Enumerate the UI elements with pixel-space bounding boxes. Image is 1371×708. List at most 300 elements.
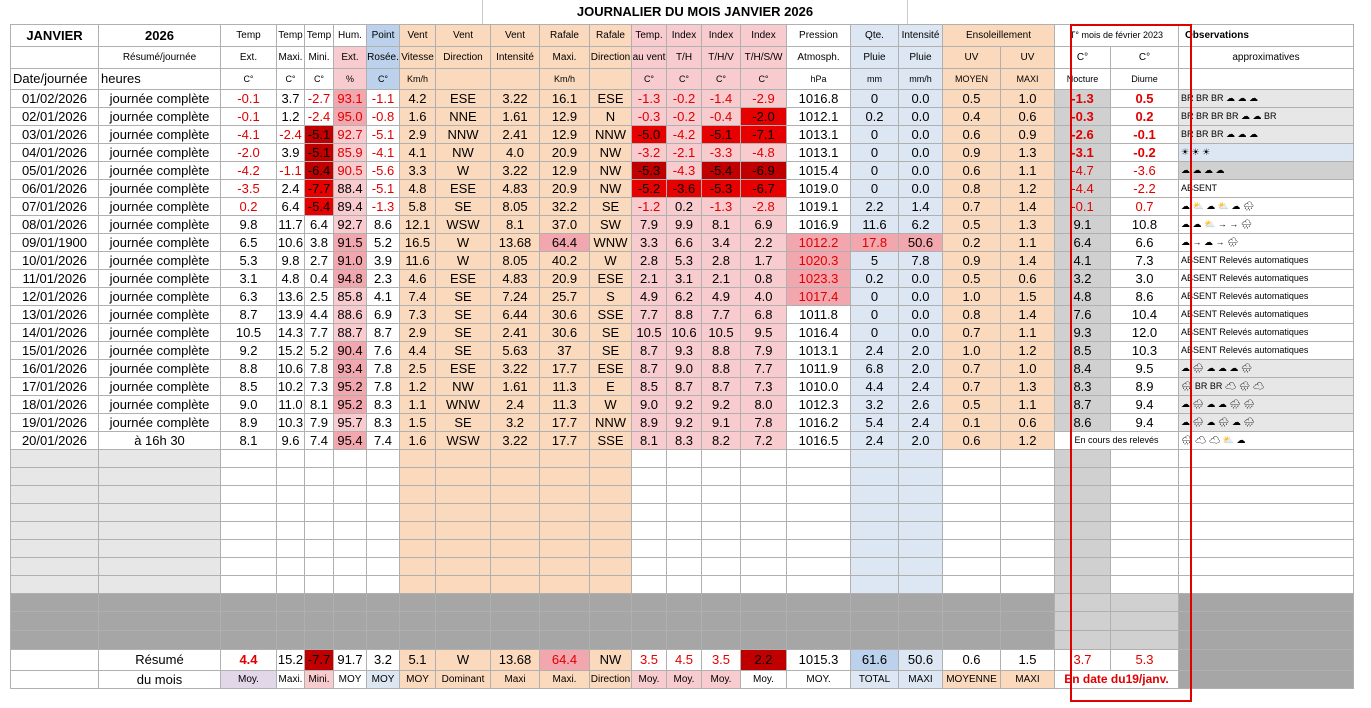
value-cell: -0.3	[1055, 108, 1111, 126]
value-cell: -2.8	[741, 198, 787, 216]
value-cell: SE	[436, 414, 491, 432]
header-cell: au vent	[632, 47, 667, 69]
value-cell: 0.2	[1111, 108, 1179, 126]
empty-cell	[305, 468, 334, 486]
empty-cell	[899, 631, 943, 650]
value-cell: 0.2	[851, 108, 899, 126]
value-cell: 4.1	[1055, 252, 1111, 270]
value-cell: 4.6	[400, 270, 436, 288]
header-cell: T/H/S/W	[741, 47, 787, 69]
value-cell: 13.68	[491, 234, 540, 252]
value-cell: 1010.0	[787, 378, 851, 396]
empty-cell	[787, 594, 851, 612]
empty-cell	[436, 594, 491, 612]
empty-cell	[221, 558, 277, 576]
value-cell: -5.4	[702, 162, 741, 180]
value-cell: 9.4	[1111, 414, 1179, 432]
value-cell: 91.5	[334, 234, 367, 252]
empty-cell	[436, 558, 491, 576]
value-cell: NW	[590, 162, 632, 180]
empty-cell	[305, 450, 334, 468]
empty-cell	[221, 594, 277, 612]
value-cell: 0.0	[899, 126, 943, 144]
value-cell: 25.7	[540, 288, 590, 306]
value-cell: 0.8	[943, 180, 1001, 198]
empty-cell	[367, 522, 400, 540]
date-cell: 08/01/2026	[11, 216, 99, 234]
header-cell: C°	[632, 69, 667, 90]
value-cell: 50.6	[899, 234, 943, 252]
empty-cell	[943, 558, 1001, 576]
empty-cell	[1111, 576, 1179, 594]
value-cell: 1011.8	[787, 306, 851, 324]
observation-cell: BR BR BR BR ☁ ☁ BR	[1179, 108, 1354, 126]
empty-cell	[1001, 450, 1055, 468]
value-cell: 6.4	[1055, 234, 1111, 252]
empty-cell	[436, 450, 491, 468]
value-cell: 7.4	[367, 432, 400, 450]
table-row	[11, 342, 1354, 360]
empty-cell	[99, 631, 221, 650]
value-cell: 0	[851, 90, 899, 108]
value-cell: NNW	[436, 126, 491, 144]
value-cell: SSE	[590, 306, 632, 324]
empty-cell	[99, 540, 221, 558]
value-cell: 1.6	[400, 108, 436, 126]
value-cell: SW	[590, 216, 632, 234]
observation-cell: BR BR BR ☁ ☁ ☁	[1179, 126, 1354, 144]
header-cell: C°	[1111, 47, 1179, 69]
empty-cell	[741, 631, 787, 650]
day-description: journée complète	[99, 360, 221, 378]
empty-cell	[943, 486, 1001, 504]
value-cell: 1023.3	[787, 270, 851, 288]
empty-cell	[491, 468, 540, 486]
value-cell: ESE	[436, 90, 491, 108]
value-cell: 0	[851, 180, 899, 198]
value-cell: 1.1	[1001, 162, 1055, 180]
value-cell: 8.3	[667, 432, 702, 450]
date-cell: 11/01/2026	[11, 270, 99, 288]
value-cell: 5.2	[367, 234, 400, 252]
header-cell: C°	[305, 69, 334, 90]
empty-cell	[491, 594, 540, 612]
value-cell: 94.8	[334, 270, 367, 288]
value-cell: 32.2	[540, 198, 590, 216]
value-cell: 13.9	[277, 307, 304, 322]
empty-cell	[1055, 468, 1111, 486]
empty-cell	[400, 540, 436, 558]
summary-label: Résumé	[99, 650, 221, 671]
summary-unit: Mini.	[305, 671, 334, 689]
empty-cell	[1111, 522, 1179, 540]
value-cell: -3.3	[702, 144, 741, 162]
value-cell: 0.5	[943, 90, 1001, 108]
empty-cell	[491, 522, 540, 540]
value-cell: 1.0	[1001, 360, 1055, 378]
value-cell: -0.4	[702, 108, 741, 126]
value-cell: 0	[851, 162, 899, 180]
date-cell: 03/01/2026	[11, 126, 99, 144]
value-cell: 8.6	[1055, 414, 1111, 432]
value-cell: 95.2	[334, 378, 367, 396]
empty-cell	[667, 450, 702, 468]
empty-cell	[702, 540, 741, 558]
summary-value: 5.3	[1111, 650, 1179, 671]
empty-cell	[367, 612, 400, 631]
day-description: journée complète	[99, 162, 221, 180]
empty-cell	[367, 631, 400, 650]
empty-cell	[590, 522, 632, 540]
value-cell: -1.3	[632, 90, 667, 108]
value-cell: E	[590, 378, 632, 396]
empty-cell	[632, 468, 667, 486]
value-cell: 2.41	[491, 324, 540, 342]
empty-cell	[1055, 576, 1111, 594]
empty-cell	[540, 450, 590, 468]
value-cell: 6.44	[491, 306, 540, 324]
empty-row	[11, 631, 1354, 650]
value-cell: 6.4	[277, 198, 305, 216]
header-cell: C°	[277, 69, 305, 90]
empty-cell	[1001, 558, 1055, 576]
empty-cell	[851, 594, 899, 612]
value-cell: 7.8	[367, 378, 400, 396]
empty-cell	[590, 540, 632, 558]
empty-cell	[400, 631, 436, 650]
value-cell: 10.6	[277, 361, 304, 376]
empty-cell	[491, 576, 540, 594]
value-cell: 20.9	[540, 144, 590, 162]
empty-cell	[702, 504, 741, 522]
empty-cell	[1111, 540, 1179, 558]
value-cell: 1.2	[1001, 342, 1055, 360]
empty-cell	[1001, 540, 1055, 558]
value-cell: 7.6	[367, 342, 400, 360]
header-cell: hPa	[787, 69, 851, 90]
summary-value: -7.7	[305, 650, 334, 671]
empty-cell	[1001, 522, 1055, 540]
value-cell: -7.1	[741, 126, 787, 144]
empty-cell	[667, 522, 702, 540]
header-cell: Rosée.	[367, 47, 400, 69]
value-cell: 0.0	[899, 162, 943, 180]
empty-cell	[667, 631, 702, 650]
day-description: journée complète	[99, 216, 221, 234]
value-cell: WSW	[436, 216, 491, 234]
value-cell: 1.4	[1001, 252, 1055, 270]
value-cell: -7.7	[305, 180, 334, 198]
value-cell: 6.8	[741, 306, 787, 324]
empty-cell	[741, 486, 787, 504]
value-cell: 9.8	[277, 252, 305, 270]
empty-cell	[632, 631, 667, 650]
summary-unit: Moy.	[741, 671, 787, 689]
value-cell: 10.8	[1111, 216, 1179, 234]
value-cell: WNW	[590, 234, 632, 252]
summary-value: 91.7	[334, 650, 367, 671]
header-cell: C°	[1055, 47, 1111, 69]
value-cell: -6.9	[741, 162, 787, 180]
value-cell: 7.4	[305, 432, 334, 450]
empty-cell	[334, 522, 367, 540]
summary-unit: MAXI	[1001, 671, 1055, 689]
value-cell: 89.4	[334, 198, 367, 216]
empty-cell	[334, 486, 367, 504]
value-cell: 13.6	[277, 289, 304, 304]
value-cell: 0	[851, 288, 899, 306]
header-cell: T° mois de février 2023	[1055, 25, 1179, 47]
value-cell: 2.0	[899, 342, 943, 360]
value-cell: 17.8	[851, 234, 899, 252]
header-cell: Temp	[305, 25, 334, 47]
header-cell: %	[334, 69, 367, 90]
summary-value: 0.6	[943, 650, 1001, 671]
empty-cell	[1179, 468, 1354, 486]
empty-cell	[491, 504, 540, 522]
value-cell: 2.4	[851, 432, 899, 450]
value-cell: -1.4	[702, 90, 741, 108]
value-cell: 95.4	[334, 432, 367, 450]
page-title: JOURNALIER DU MOIS JANVIER 2026	[482, 0, 908, 24]
table-row	[11, 144, 1354, 162]
header-cell	[590, 69, 632, 90]
empty-cell	[667, 576, 702, 594]
empty-cell	[11, 450, 99, 468]
value-cell: 0.5	[943, 270, 1001, 288]
value-cell: 9.3	[1055, 324, 1111, 342]
value-cell: 3.2	[491, 414, 540, 432]
date-cell: 01/02/2026	[11, 90, 99, 108]
value-cell: -2.7	[305, 90, 334, 108]
empty-cell	[11, 576, 99, 594]
empty-cell	[305, 612, 334, 631]
value-cell: 1013.1	[787, 342, 851, 360]
value-cell: -5.4	[305, 198, 334, 216]
value-cell: NW	[590, 180, 632, 198]
value-cell: 3.9	[367, 252, 400, 270]
empty-cell	[305, 522, 334, 540]
value-cell: 4.9	[632, 288, 667, 306]
value-cell: 2.3	[367, 270, 400, 288]
value-cell: 1.1	[1001, 234, 1055, 252]
table-row	[11, 378, 1354, 396]
empty-cell	[277, 450, 305, 468]
value-cell: 93.4	[334, 360, 367, 378]
table-row	[11, 306, 1354, 324]
empty-cell	[436, 486, 491, 504]
empty-cell	[1111, 468, 1179, 486]
empty-row	[11, 558, 1354, 576]
value-cell: 0.6	[943, 432, 1001, 450]
empty-cell	[632, 450, 667, 468]
value-cell: 2.41	[491, 126, 540, 144]
empty-row	[11, 594, 1354, 612]
value-cell: 0.6	[943, 126, 1001, 144]
empty-cell	[1055, 522, 1111, 540]
summary-value: 64.4	[540, 650, 590, 671]
value-cell: 1.61	[491, 378, 540, 396]
empty-cell	[702, 468, 741, 486]
header-cell: Pression	[787, 25, 851, 47]
value-cell: -5.0	[632, 126, 667, 144]
value-cell: -6.7	[741, 180, 787, 198]
date-cell: 19/01/2026	[11, 414, 99, 432]
value-cell: SE	[436, 324, 491, 342]
header-cell: Rafale	[540, 25, 590, 47]
empty-cell	[436, 631, 491, 650]
value-cell: 7.4	[400, 288, 436, 306]
summary-value: 3.5	[632, 650, 667, 671]
empty-cell	[787, 558, 851, 576]
value-cell: 10.5	[632, 324, 667, 342]
value-cell: 11.6	[851, 216, 899, 234]
summary-blank	[11, 650, 99, 671]
value-cell: 5.4	[851, 414, 899, 432]
empty-cell	[943, 631, 1001, 650]
summary-value: 13.68	[491, 650, 540, 671]
value-cell: NNW	[590, 414, 632, 432]
empty-cell	[99, 594, 221, 612]
value-cell: 8.1	[491, 216, 540, 234]
empty-cell	[1111, 504, 1179, 522]
empty-cell	[367, 450, 400, 468]
observation-cell: ABSENT Relevés automatiques	[1179, 252, 1354, 270]
value-cell: 17.7	[540, 360, 590, 378]
value-cell: 8.7	[702, 378, 741, 396]
value-cell: 90.4	[334, 342, 367, 360]
summary-value: 2.2	[741, 650, 787, 671]
empty-cell	[99, 522, 221, 540]
value-cell: N	[590, 108, 632, 126]
empty-row	[11, 612, 1354, 631]
table-row	[11, 108, 1354, 126]
value-cell: 88.4	[334, 180, 367, 198]
value-cell: 3.4	[702, 234, 741, 252]
value-cell: 5.3	[221, 252, 277, 270]
value-cell: 9.2	[667, 396, 702, 414]
empty-cell	[1055, 631, 1111, 650]
value-cell: -5.1	[305, 144, 334, 162]
summary-unit: En date du19/janv.	[1055, 671, 1179, 689]
value-cell: 92.7	[334, 126, 367, 144]
observation-cell: ☁ 🌧 ☁ 🌧 ☁ 🌧	[1179, 414, 1354, 432]
header-cell: Maxi.	[540, 47, 590, 69]
value-cell: 7.7	[305, 324, 334, 342]
value-cell: 7.24	[491, 288, 540, 306]
value-cell: 7.3	[1111, 252, 1179, 270]
value-cell: 1019.1	[787, 198, 851, 216]
value-cell: -0.1	[1111, 126, 1179, 144]
empty-cell	[899, 558, 943, 576]
empty-cell	[1179, 576, 1354, 594]
value-cell: 12.1	[400, 216, 436, 234]
value-cell: 6.3	[221, 288, 277, 306]
summary-value: 61.6	[851, 650, 899, 671]
value-cell: 1017.4	[787, 288, 851, 306]
empty-cell	[540, 631, 590, 650]
value-cell: 7.9	[741, 342, 787, 360]
header-cell: Vent	[400, 25, 436, 47]
empty-cell	[221, 450, 277, 468]
value-cell: ESE	[590, 360, 632, 378]
value-cell: 0.1	[943, 414, 1001, 432]
value-cell: 1.2	[277, 108, 305, 126]
table-row	[11, 432, 1354, 450]
value-cell: -4.1	[367, 144, 400, 162]
value-cell: 1.0	[1001, 90, 1055, 108]
empty-cell	[702, 576, 741, 594]
value-cell: -3.1	[1055, 144, 1111, 162]
value-cell: 0	[851, 126, 899, 144]
empty-cell	[491, 612, 540, 631]
empty-row	[11, 468, 1354, 486]
value-cell: 1.0	[943, 342, 1001, 360]
summary-unit: MOY	[334, 671, 367, 689]
header-cell	[11, 47, 99, 69]
observation-cell: ☁ 🌧 ☁ ☁ 🌧 🌧	[1179, 396, 1354, 414]
value-cell: 8.7	[367, 324, 400, 342]
value-cell: 1.1	[1001, 324, 1055, 342]
empty-cell	[787, 486, 851, 504]
empty-cell	[99, 504, 221, 522]
empty-cell	[851, 540, 899, 558]
header-cell: UV	[943, 47, 1001, 69]
value-cell: 1.3	[1001, 216, 1055, 234]
table-row	[11, 360, 1354, 378]
empty-cell	[1001, 594, 1055, 612]
empty-cell	[851, 558, 899, 576]
empty-cell	[943, 522, 1001, 540]
empty-cell	[277, 504, 305, 522]
empty-cell	[632, 540, 667, 558]
value-cell: 2.4	[277, 180, 305, 198]
value-cell: -2.4	[305, 108, 334, 126]
value-cell: 8.3	[367, 396, 400, 414]
value-cell: 0.9	[943, 252, 1001, 270]
value-cell: 1.6	[400, 432, 436, 450]
empty-cell	[540, 558, 590, 576]
empty-cell	[632, 486, 667, 504]
empty-cell	[400, 522, 436, 540]
value-cell: 5.8	[400, 198, 436, 216]
empty-cell	[741, 576, 787, 594]
date-cell: 13/01/2026	[11, 306, 99, 324]
value-cell: 10.5	[702, 324, 741, 342]
value-cell: -4.2	[667, 126, 702, 144]
value-cell: -0.2	[667, 90, 702, 108]
observation-cell: 🌧 ☁ ☁ ⛅ ☁	[1179, 432, 1354, 450]
empty-cell	[632, 612, 667, 631]
day-description: journée complète	[99, 270, 221, 288]
value-cell: 17.7	[540, 432, 590, 450]
summary-unit: MOYENNE	[943, 671, 1001, 689]
value-cell: 8.8	[702, 342, 741, 360]
summary-unit: Moy.	[667, 671, 702, 689]
empty-cell	[400, 594, 436, 612]
empty-cell	[540, 540, 590, 558]
value-cell: 88.6	[334, 306, 367, 324]
header-cell: Temp.	[632, 25, 667, 47]
empty-cell	[436, 468, 491, 486]
value-cell: 17.7	[540, 414, 590, 432]
value-cell: 0.7	[1111, 198, 1179, 216]
observation-cell: ABSENT	[1179, 180, 1354, 198]
value-cell: 1.4	[899, 198, 943, 216]
empty-cell	[1179, 631, 1354, 650]
empty-cell	[851, 468, 899, 486]
value-cell: -5.1	[702, 126, 741, 144]
